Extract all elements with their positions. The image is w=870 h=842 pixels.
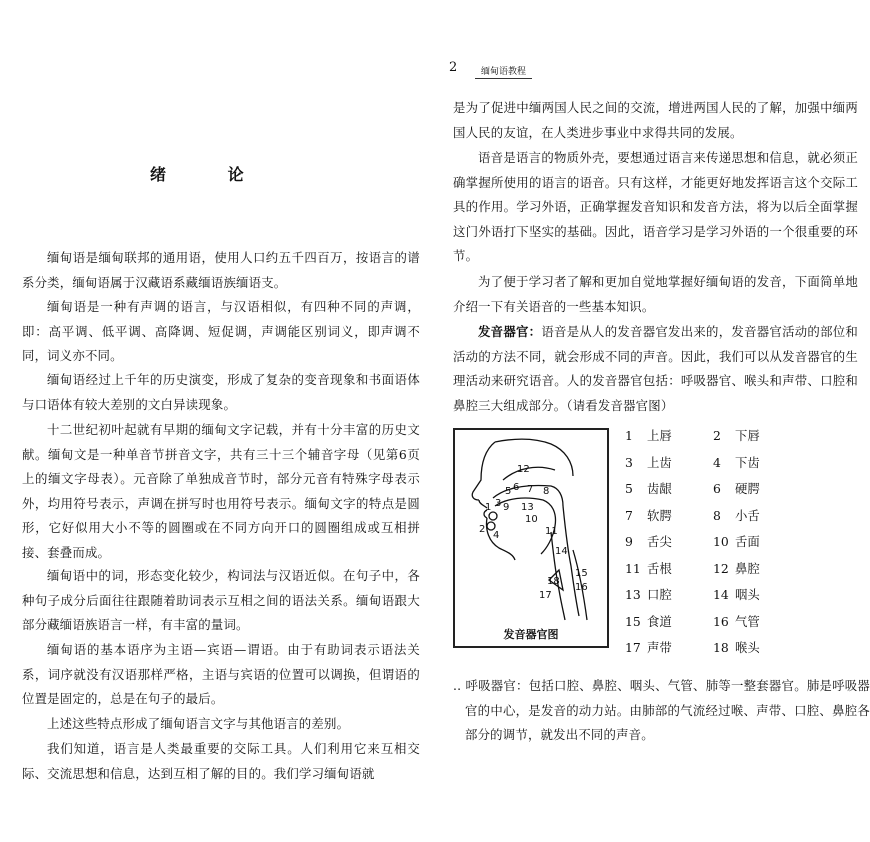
paragraph-intro: 缅甸语是缅甸联邦的通用语，使用人口约五千四百万，按语言的谱系分类，缅甸语属于汉藏语系藏缅语族缅语支。 [22,250,420,290]
chin-outline [487,518,516,560]
legend-item: 15 食道 [625,613,672,629]
paragraph-basics: 为了便于学习者了解和更加自觉地掌握好缅甸语的发音，下面简单地介绍一下有关语音的一些基本知识。 [453,274,858,314]
legend-item: 2 下唇 [713,428,760,443]
legend-item: 13 口腔 [625,587,672,602]
legend-item: 5 齿龈 [625,481,672,496]
paragraph-continued: 是为了促进中缅两国人民之间的交流，增进两国人民的了解，加强中缅两国人民的友谊，在人类进步事业中求得共同的发展。 [453,100,858,140]
legend-item: 10 舌面 [713,534,760,549]
legend-item: 18 喉头 [713,640,760,655]
label-7: 7 [527,484,534,495]
label-15: 15 [575,568,588,579]
chapter-title: 绪 论 [150,165,272,184]
label-16: 16 [575,582,588,593]
skull-outline [495,439,573,476]
legend-item: 7 软腭 [625,507,672,523]
label-12: 12 [517,464,530,475]
paragraph-respiratory [453,674,870,748]
diagram-caption: 发音器官图 [503,628,559,641]
label-13: 13 [521,502,534,513]
label-10: 10 [525,514,538,525]
paragraph-phonetics: 语音是语言的物质外壳，要想通过语言来传递思想和信息，就必须正确掌握所使用的语言的语音。只有这样，才能更好地发挥语言这个交际工具的作用。学习外语，正确掌握发音知识和发音方法，将为以后全面掌握这门外语打下坚实的基础。因此，语音学习是学习外语的一个很重要的环节。 [453,150,858,263]
nose-outline [472,442,495,500]
organ-legend [625,423,855,662]
legend-item: 11 舌根 [625,560,672,576]
legend-item: 1 上唇 [625,428,672,443]
label-4: 4 [493,530,500,541]
legend-item: 12 鼻腔 [713,560,760,576]
legend-item: 3 上齿 [625,454,672,470]
label-2: 2 [479,524,486,535]
label-1: 1 [485,502,492,513]
legend-item: 9 舌尖 [625,534,672,549]
articulation-diagram [453,428,609,648]
paragraph-script: 十二世纪初叶起就有早期的缅甸文字记载，并有十分丰富的历史文献。缅甸文是一种单音节拼音文字，共有三十三个辅音字母（见第6页上的缅文字母表）。元音除了单独成音节时，部分元音有特殊字母表示外，均用符号表示，声调在拼写时也用符号表示。缅甸文字的特点是圆形，它好似用大小不等的圆圈或在不同方向开口的圆圈组成或互相拼接、套叠而成。 [22,422,420,560]
label-14: 14 [555,546,568,557]
articulation-drawing [455,430,607,646]
legend-item: 4 下齿 [713,454,760,470]
organs-text: 语音是从人的发音器官发出来的，发音器官活动的部位和活动的方法不同，就会形成不同的声音。因此，我们可以从发音器官的生理活动来研究语音。人的发音器官包括：呼吸器官、喉头和声带、口腔和鼻腔三大组成部分。（请看发音器官图） [453,324,859,413]
label-9: 9 [503,502,510,513]
paragraph-morphology: 缅甸语中的词，形态变化较少，构词法与汉语近似。在句子中，各种句子成分后面往往跟随着助词表示互相之间的语法关系。缅甸语跟大部分藏缅语族语言一样，有丰富的量词。 [22,568,420,632]
label-11: 11 [545,526,558,537]
teeth-circle-lower [487,522,495,530]
legend-item: 6 硬腭 [713,481,760,496]
right-page [435,0,870,842]
label-17: 17 [539,590,552,601]
legend-item: 8 小舌 [713,507,760,523]
page-number: 2 [449,60,458,75]
legend-item: 14 咽头 [713,587,760,602]
label-3: 3 [495,498,502,509]
label-18: 18 [547,576,560,587]
teeth-circle-upper [489,512,497,520]
paragraph-organs [453,320,858,418]
running-head: 缅甸语教程 [475,64,532,79]
legend-item: 17 声带 [625,640,672,655]
legend-item: 16 气管 [713,613,760,629]
paragraph-word-order: 缅甸语的基本语序为主语—宾语—谓语。由于有助词表示语法关系，词序就没有汉语那样严格，主语与宾语的位置可以调换，但谓语的位置是固定的，总是在句子的最后。 [22,642,420,706]
label-8: 8 [543,486,550,497]
paragraph-tones: 缅甸语是一种有声调的语言，与汉语相似，有四种不同的声调，即：高平调、低平调、高降调、短促调，声调能区别词义，即声调不同，词义亦不同。 [22,299,420,363]
paragraph-history: 缅甸语经过上千年的历史演变，形成了复杂的变音现象和书面语体与口语体有较大差别的文白异读现象。 [22,372,420,412]
respiratory-text: 呼吸器官：包括口腔、鼻腔、咽头、气管、肺等一整套器官。肺是呼吸器官的中心，是发音的动力站。由肺部的气流经过喉、声带、口腔、鼻腔各部分的调节，就发出不同的声音。 [465,678,870,742]
label-6: 6 [513,482,520,493]
list-marker: .. [453,678,462,693]
paragraph-summary: 上述这些特点形成了缅甸语言文字与其他语言的差别。 [47,716,350,731]
paragraph-purpose: 我们知道，语言是人类最重要的交际工具。人们利用它来互相交际、交流思想和信息，达到互相了解的目的。我们学习缅甸语就 [22,741,420,781]
organs-lead: 发音器官： [478,324,542,339]
label-5: 5 [505,486,512,497]
